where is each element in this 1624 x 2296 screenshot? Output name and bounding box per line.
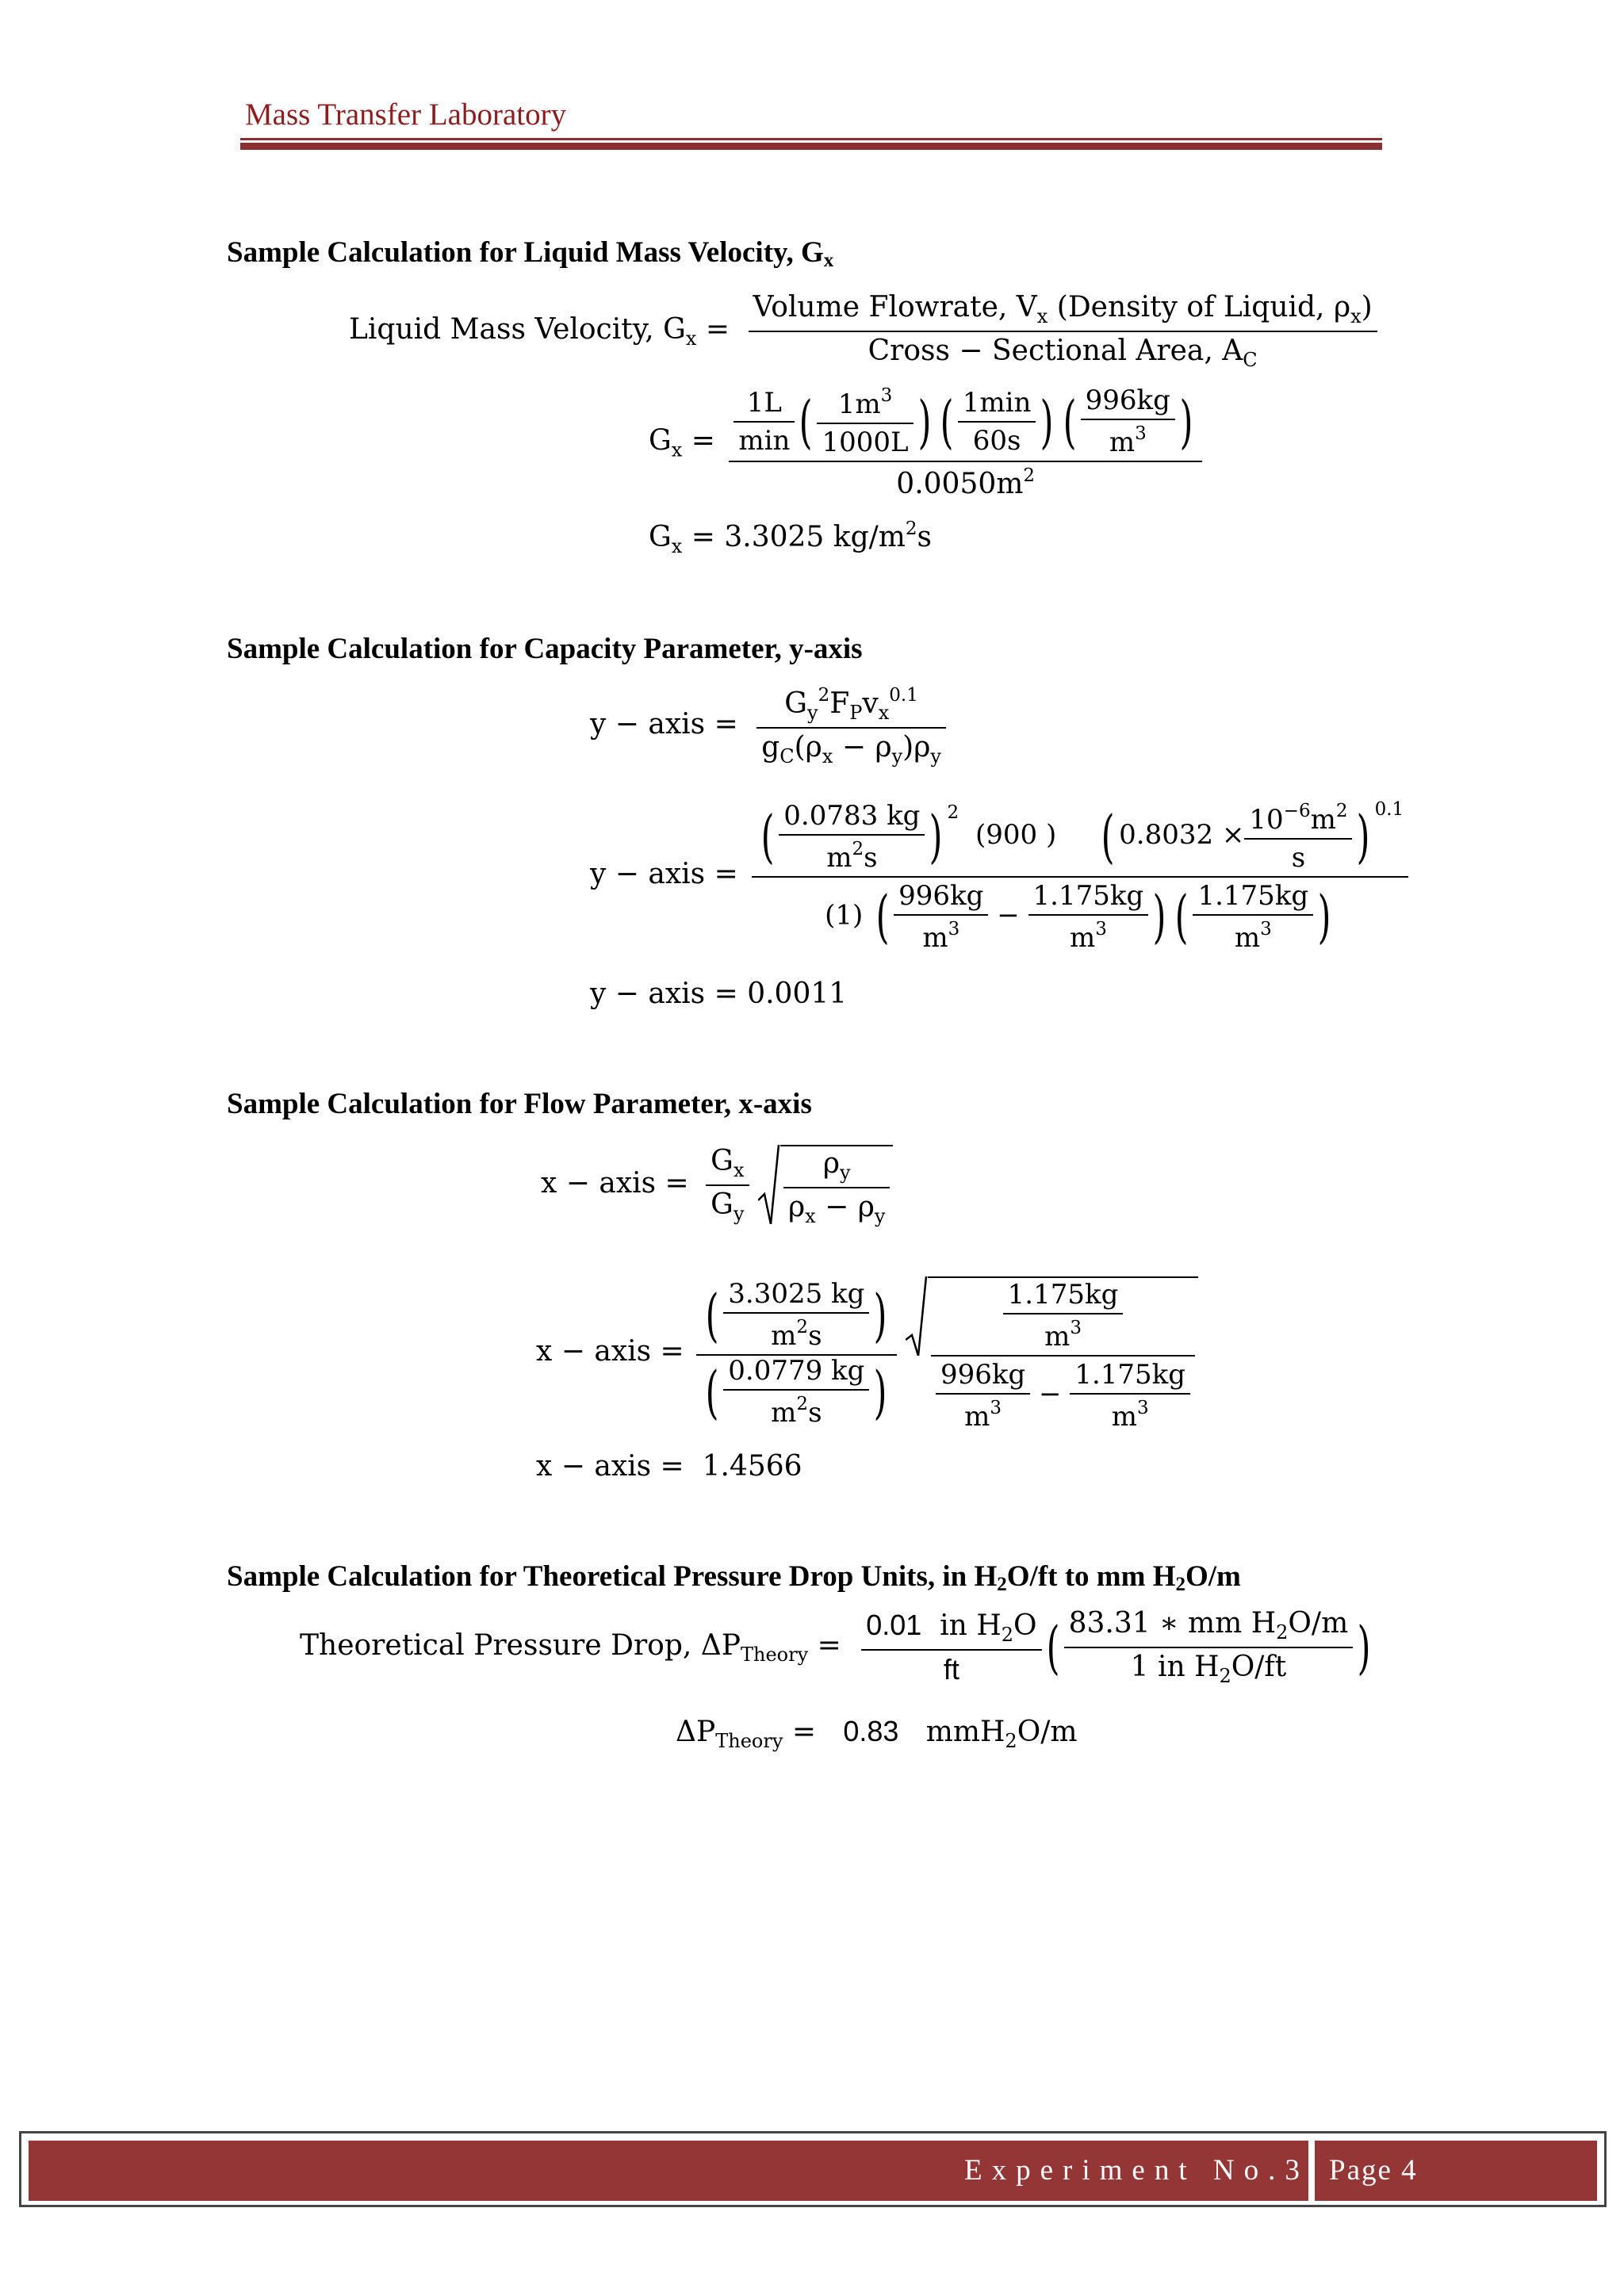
eq-xaxis-substitution: x − axis = ( $\frac{3.3025 kg}{m^2s}$ ) ( $\frac{0.0779 kg}{m^2s}$ ) $\frac{1.175kg}{m^3}$ $\frac{996kg}{m^3}$ − $\frac{1.175kg}{m^3}$ <box>536 1276 1198 1430</box>
radical-sign <box>906 1276 928 1356</box>
heading-flow-parameter: Sample Calculation for Flow Parameter, x-axis <box>227 1088 812 1120</box>
eq-gx-result: $G_x = 3.3025$ $kg/m^2s$ <box>649 519 933 557</box>
running-header: Mass Transfer Laboratory <box>245 98 567 132</box>
header-rule <box>240 138 1382 140</box>
footer-page-number: Page 4 <box>1329 2154 1418 2187</box>
eq-yaxis-substitution: y − axis = ( $\frac{0.0783 kg}{m^2s}$ ) $^2$ (900 ) ( 0.8032 × $\frac{10^{-6}m^2}{s}$ ) $^{0.1}$ (1) ( $\frac{996kg}{m^3}$ − $\frac{1.175kg}{m^3}$ ) ( $\frac{1.175kg}{m^3}$ ) <box>590 801 1408 951</box>
eq-xaxis-definition: x − axis = $\frac{G_x}{G_y}$ $\frac{\rho_y}{\rho_x - \rho_y}$ <box>541 1145 893 1226</box>
heading-pressure-drop-units: Sample Calculation for Theoretical Pressure Drop Units, in $H_2O/ft$ to mm $H_2O/m$ <box>227 1560 1241 1595</box>
eq-yaxis-result: y − axis = 0.0011 <box>590 978 848 1010</box>
heading-liquid-mass-velocity: Sample Calculation for Liquid Mass Velocity, $G_x$ <box>227 236 834 271</box>
eq-pressure-drop-result: $\Delta P_{Theory} = 0.83$ mmH$_2$O/m <box>676 1715 1078 1752</box>
eq-xaxis-result: x − axis = 1.4566 <box>536 1450 802 1483</box>
eq-pressure-drop-conversion: Theoretical Pressure Drop, $\Delta P_{Theory}$ = $\frac{0.01 in H_2O}{ft}$ ( $\frac{83.31 ∗ mm H_2O/m}{1 in H_2O/ft}$ ) <box>300 1607 1371 1687</box>
radical-sign <box>758 1145 780 1224</box>
footer-experiment-label: Experiment No.3 <box>964 2154 1309 2187</box>
eq-gx-substitution: $G_x$ = $\frac{1L}{\min}$ ( $\frac{1m^3}{1000L}$ ) ( $\frac{1\min}{60s}$ ) ( $\frac{996kg}{m^3}$ ) $0.0050m^2$ <box>649 387 1202 499</box>
header-rule-thick <box>240 143 1382 150</box>
eq-yaxis-definition: y − axis = $\frac{G_y^2F_Pv_x^{0.1}}{g_C(\rho_x - \rho_y)\rho_y}$ <box>590 687 946 766</box>
eq-gx-definition: Liquid Mass Velocity, $G_x$ = $\frac{Volume Flowrate, V_x (Density of Liquid, \rho_x)}{Cross - Sectional Area, A_C}$ <box>349 293 1377 369</box>
heading-capacity-parameter: Sample Calculation for Capacity Parameter, y-axis <box>227 633 863 665</box>
